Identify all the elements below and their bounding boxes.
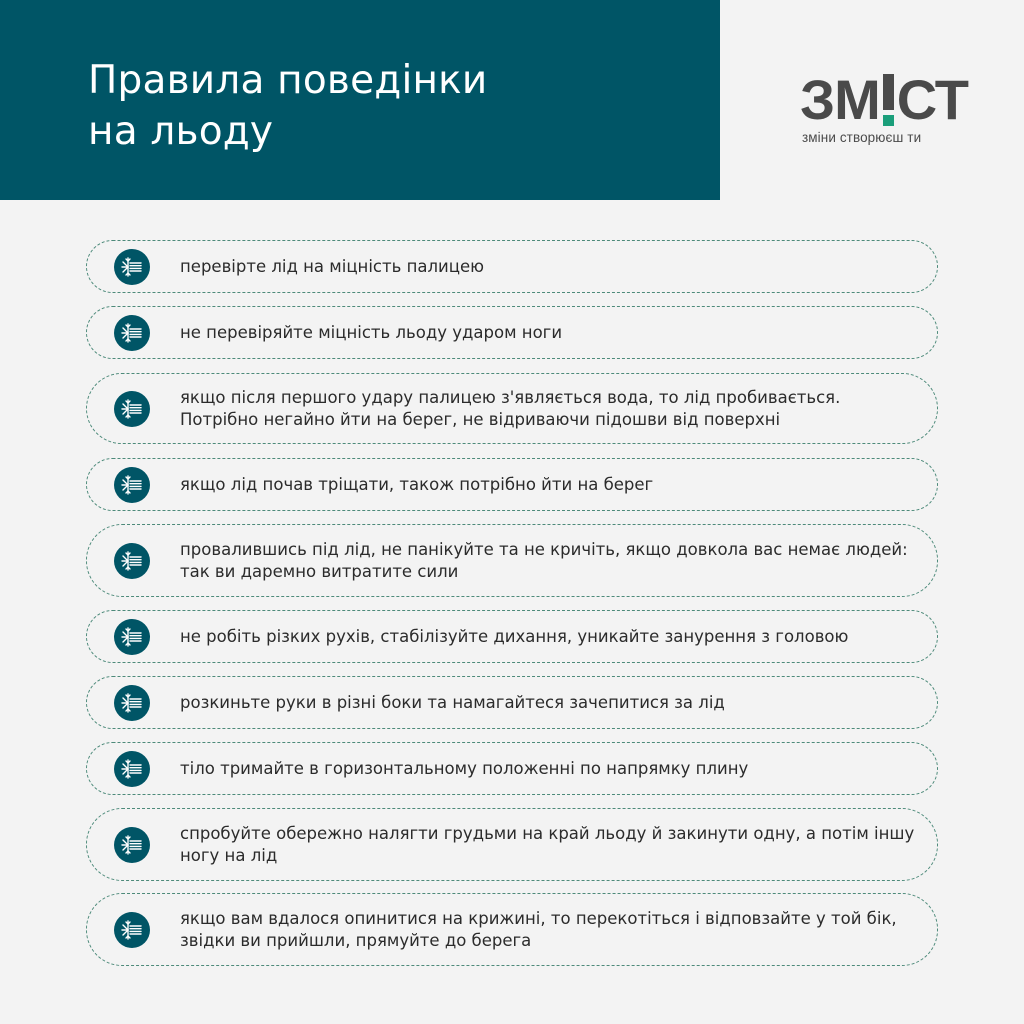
snowflake-ice-icon [114,912,150,948]
rule-text: тіло тримайте в горизонтальному положенні по напрямку плину [180,758,749,778]
rule-text: якщо вам вдалося опинитися на крижині, то перекотіться і відповзайте у той бік, звідки ви прийшли, прямуйте до берега [180,908,897,950]
rule-text: перевірте лід на міцність палицею [180,256,485,276]
rule-text: якщо після першого удару палицею з'являється вода, то лід пробивається. Потрібно негайно йти на берег, не відриваючи підошви від поверхні [180,387,841,429]
rule-item-7 [86,676,938,729]
snowflake-ice-icon [114,827,150,863]
logo-word-right: СТ [896,68,968,131]
snowflake-ice-icon [114,751,150,787]
rule-text: спробуйте обережно налягти грудьми на край льоду й закинути одну, а потім іншу ногу на лід [180,823,915,865]
snowflake-ice-icon [114,685,150,721]
title-line-2: на льоду [88,109,274,154]
rule-item-4 [86,458,938,511]
logo-tagline: зміни створюєш ти [802,130,922,145]
snowflake-ice-icon [114,543,150,579]
rule-text: не перевіряйте міцність льоду ударом ноги [180,322,563,342]
zmist-logo [800,68,968,152]
snowflake-ice-icon [114,467,150,503]
rule-item-1 [86,240,938,293]
header-banner [0,0,720,200]
snowflake-ice-icon [114,249,150,285]
rule-text: не робіть різких рухів, стабілізуйте дихання, уникайте занурення з головою [180,626,849,646]
rule-item-10 [86,893,938,966]
rule-item-9 [86,808,938,881]
snowflake-ice-icon [114,619,150,655]
rule-text: якщо лід почав тріщати, також потрібно йти на берег [180,474,654,494]
rule-text: провалившись під лід, не панікуйте та не кричіть, якщо довкола вас немає людей: так ви даремно витратите сили [180,539,908,581]
title-line-1: Правила поведінки [88,58,488,103]
logo-word-left: ЗМ [800,68,880,131]
snowflake-ice-icon [114,391,150,427]
rule-item-8 [86,742,938,795]
rule-text: розкиньте руки в різні боки та намагайтеся зачепитися за лід [180,692,725,712]
logo-wordmark [800,68,968,131]
snowflake-ice-icon [114,315,150,351]
logo-exclamation-icon [883,74,894,126]
page-title [88,55,487,157]
rule-item-6 [86,610,938,663]
rule-item-2 [86,306,938,359]
rule-item-3 [86,373,938,444]
rule-item-5 [86,524,938,597]
